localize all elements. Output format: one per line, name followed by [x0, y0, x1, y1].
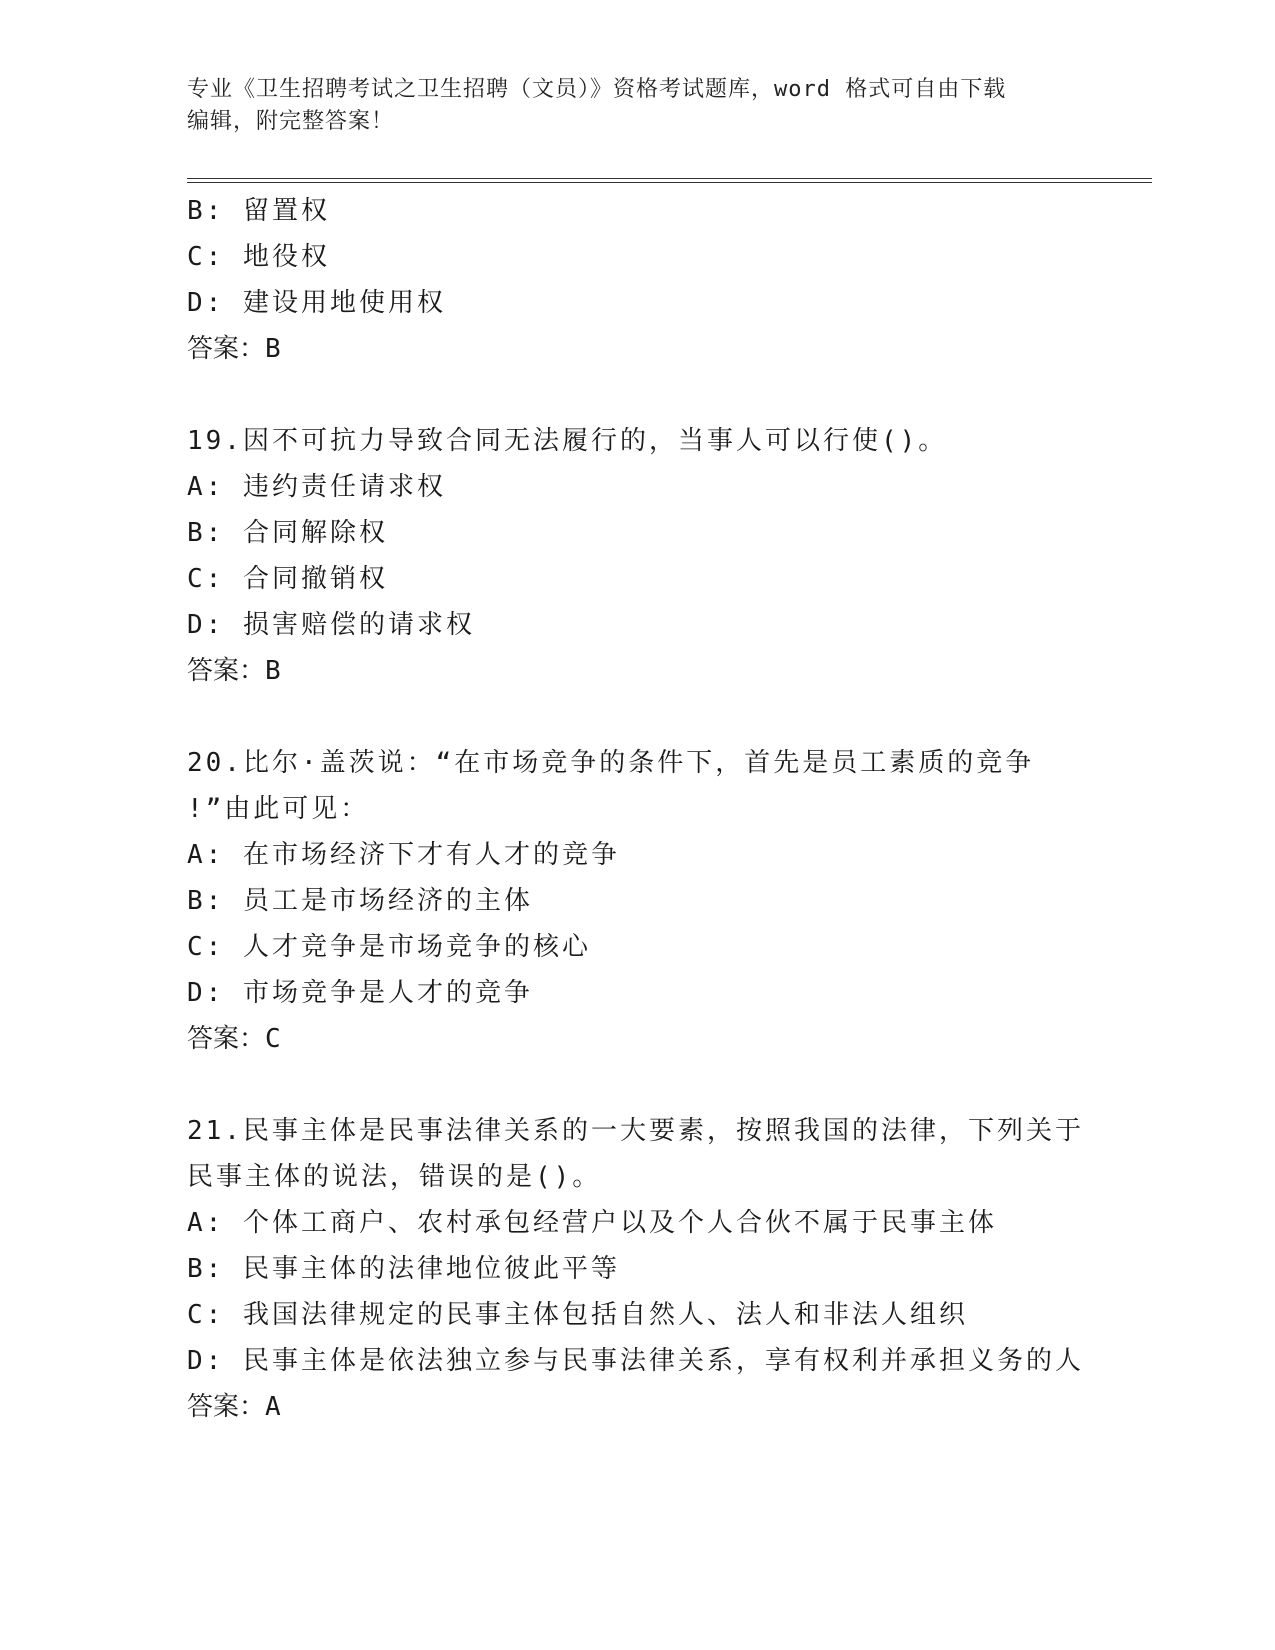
option-text: 地役权 [242, 242, 330, 272]
question-stem-line-1: 19.因不可抗力导致合同无法履行的，当事人可以行使()。 [187, 426, 948, 456]
question-stem-line-1: 20.比尔·盖茨说：“在市场竞争的条件下，首先是员工素质的竞争 [187, 748, 1035, 778]
answer-value: A [265, 1392, 281, 1422]
option-c [187, 924, 1087, 970]
option-letter: C: [187, 932, 225, 962]
option-b [187, 188, 1087, 234]
header-line-2: 编辑，附完整答案！ [187, 109, 395, 134]
option-letter: D: [187, 610, 225, 640]
document-header [187, 74, 1087, 138]
option-letter: D: [187, 288, 225, 318]
answer-value: C [265, 1024, 281, 1054]
option-d [187, 1338, 1087, 1384]
option-c [187, 234, 1087, 280]
answer-line [187, 1016, 1087, 1062]
option-text: 民事主体是依法独立参与民事法律关系，享有权利并承担义务的人 [242, 1346, 1084, 1376]
option-letter: D: [187, 1346, 225, 1376]
answer-line [187, 326, 1087, 372]
option-text: 建设用地使用权 [242, 288, 446, 318]
header-line-1: 专业《卫生招聘考试之卫生招聘（文员）》资格考试题库，word 格式可自由下载 [187, 77, 1007, 102]
option-letter: D: [187, 978, 225, 1008]
option-letter: C: [187, 242, 225, 272]
answer-label: 答案： [187, 1392, 266, 1422]
option-letter: B: [187, 196, 225, 226]
header-rule-bottom [187, 182, 1152, 183]
option-b [187, 878, 1087, 924]
question-21 [187, 1108, 1087, 1430]
option-letter: B: [187, 886, 225, 916]
option-text: 在市场经济下才有人才的竞争 [242, 840, 620, 870]
option-d [187, 602, 1087, 648]
option-a [187, 464, 1087, 510]
option-text: 损害赔偿的请求权 [242, 610, 475, 640]
question-stem-line-1: 21.民事主体是民事法律关系的一大要素，按照我国的法律，下列关于 [187, 1116, 1084, 1146]
option-letter: C: [187, 1300, 225, 1330]
option-d [187, 280, 1087, 326]
option-c [187, 556, 1087, 602]
question-19 [187, 418, 1087, 694]
option-text: 人才竞争是市场竞争的核心 [242, 932, 591, 962]
continued-question [187, 188, 1087, 372]
option-a [187, 832, 1087, 878]
option-text: 我国法律规定的民事主体包括自然人、法人和非法人组织 [242, 1300, 968, 1330]
option-text: 合同解除权 [242, 518, 388, 548]
question-stem-line-2: !”由此可见： [187, 794, 370, 824]
option-text: 个体工商户、农村承包经营户以及个人合伙不属于民事主体 [242, 1208, 997, 1238]
answer-label: 答案： [187, 334, 266, 364]
answer-label: 答案： [187, 656, 266, 686]
option-letter: A: [187, 840, 225, 870]
question-stem-line-2: 民事主体的说法，错误的是()。 [187, 1162, 602, 1192]
answer-line [187, 648, 1087, 694]
answer-line [187, 1384, 1087, 1430]
option-d [187, 970, 1087, 1016]
option-text: 市场竞争是人才的竞争 [242, 978, 533, 1008]
option-b [187, 1246, 1087, 1292]
option-text: 合同撤销权 [242, 564, 388, 594]
option-text: 留置权 [242, 196, 330, 226]
header-rule-top [187, 178, 1152, 179]
option-c [187, 1292, 1087, 1338]
option-letter: B: [187, 1254, 225, 1284]
answer-value: B [265, 334, 281, 364]
answer-value: B [265, 656, 281, 686]
option-text: 违约责任请求权 [242, 472, 446, 502]
option-text: 民事主体的法律地位彼此平等 [242, 1254, 620, 1284]
option-letter: A: [187, 1208, 225, 1238]
option-letter: A: [187, 472, 225, 502]
document-body [187, 188, 1087, 1430]
option-b [187, 510, 1087, 556]
question-20 [187, 740, 1087, 1062]
option-letter: C: [187, 564, 225, 594]
option-text: 员工是市场经济的主体 [242, 886, 533, 916]
option-letter: B: [187, 518, 225, 548]
answer-label: 答案： [187, 1024, 266, 1054]
option-a [187, 1200, 1087, 1246]
